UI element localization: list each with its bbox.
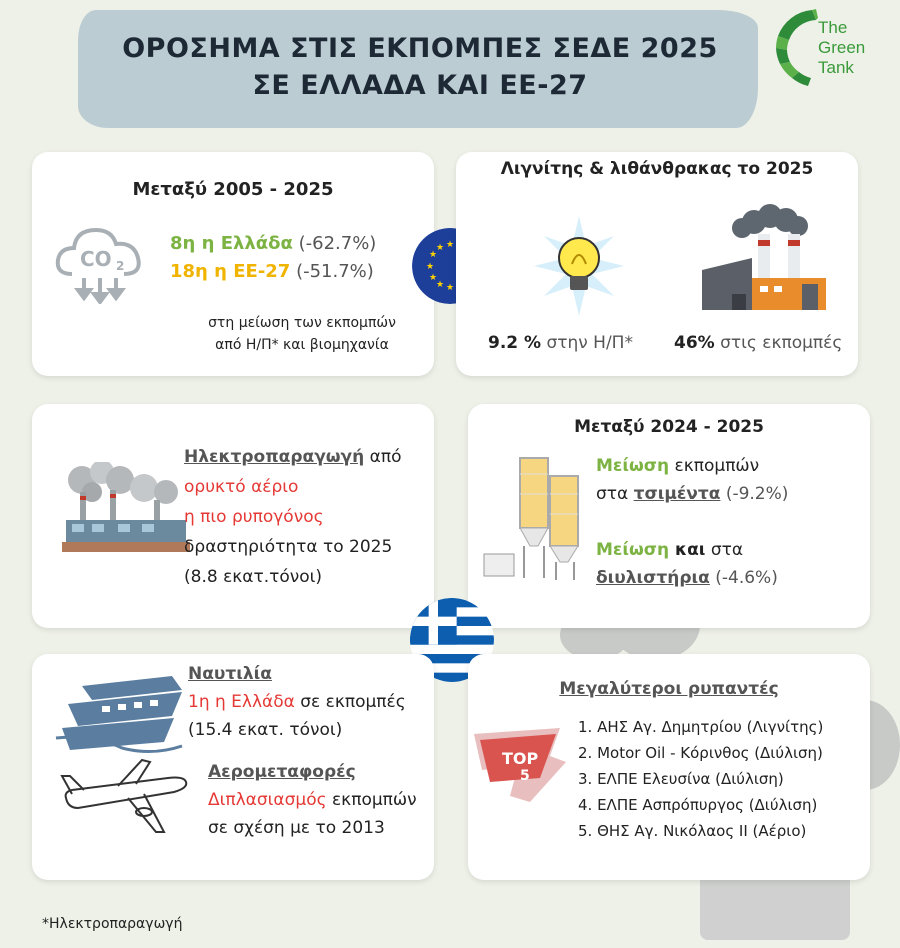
power-line-1-rest: από [364,447,402,467]
industrial-plant-icon [62,462,190,552]
eu-value: (-51.7%) [290,261,374,282]
power-line-4: δραστηριότητα το 2025 [184,537,393,557]
aviation-line-3: σε σχέση με το 2013 [208,818,385,838]
power-generation-link[interactable]: Ηλεκτροπαραγωγή [184,447,365,467]
card-coal-2025 [456,152,858,376]
svg-text:★: ★ [435,280,445,290]
refinery-line-1 [596,536,778,564]
coal-power-share [488,330,633,356]
badge-top-text: TOP [502,749,539,768]
svg-text:CO: CO [80,247,112,271]
svg-text:★: ★ [428,273,438,283]
shipping-rank: 1η η Ελλάδα [188,692,295,712]
card-2024-2025 [468,404,870,628]
refinery-line-2 [596,564,778,592]
card-2005-2025 [32,152,434,376]
power-line-1 [184,442,402,472]
chimney-silhouette [700,870,850,940]
eu-label: η ΕΕ-27 [207,261,291,282]
svg-text:★: ★ [425,262,435,272]
refinery-and: και [669,540,706,560]
svg-text:★: ★ [428,250,438,260]
footnote: *Ηλεκτροπαραγωγή [42,916,183,932]
list-item: 1. ΑΗΣ Αγ. Δημητρίου (Λιγνίτης) [578,718,824,736]
svg-text:★: ★ [435,243,445,253]
description-line-2: από Η/Π* και βιομηχανία [215,337,389,353]
list-item: 2. Motor Oil - Κόρινθος (Διύλιση) [578,744,823,762]
logo-line-2: Green [818,38,866,57]
cement-reduction-word: Μείωση [596,456,670,476]
eu-rank-line [170,258,374,286]
card-top5-polluters [468,654,870,880]
co2-cloud-icon [52,214,148,304]
refinery-link[interactable]: διυλιστήρια [596,568,710,588]
title-line-1: ΟΡΟΣΗΜΑ ΣΤΙΣ ΕΚΠΟΜΠΕΣ ΣΕΔΕ 2025 [122,33,718,64]
list-item: 4. ΕΛΠΕ Ασπρόπυργος (Διύλιση) [578,796,818,814]
power-line-5: (8.8 εκατ.τόνοι) [184,567,323,587]
title-line-2: ΣΕ ΕΛΛΑΔΑ ΚΑΙ ΕΕ-27 [252,70,588,101]
coal-emissions-label: στις εκπομπές [714,333,843,353]
shipping-text [188,660,406,744]
refinery-reduction-word: Μείωση [596,540,670,560]
aviation-line-2-rest: εκπομπών [326,790,417,810]
cement-line-1 [596,452,788,480]
shipping-line-2-rest: σε εκπομπές [294,692,406,712]
shipping-line-2 [188,688,406,716]
cement-link[interactable]: τσιμέντα [633,484,721,504]
shipping-value: (15.4 εκατ. τόνοι) [188,720,343,740]
coal-power-value: 9.2 % [488,333,542,353]
card-power-generation [32,404,434,628]
factory-icon [702,204,826,310]
svg-text:2: 2 [116,259,125,273]
power-generation-text [184,442,402,592]
cement-silo-icon [480,454,592,582]
power-line-2: ορυκτό αέριο [184,477,299,497]
list-item: 3. ΕΛΠΕ Ελευσίνα (Διύλιση) [578,770,784,788]
cement-line-2 [596,480,788,508]
cement-line-2-pre: στα [596,484,634,504]
coal-emissions-share [674,330,842,356]
svg-text:★: ★ [445,240,455,250]
cement-reduction [596,452,788,508]
card-title: Λιγνίτης & λιθάνθρακας το 2025 [500,159,814,179]
greece-label: η Ελλάδα [195,233,293,254]
card-title[interactable]: Μεγαλύτεροι ρυπαντές [559,679,779,699]
aviation-doubling: Διπλασιασμός [208,790,327,810]
ship-icon [52,676,192,756]
logo-line-3: Tank [818,58,854,77]
refinery-line-1-rest: στα [705,540,744,560]
refinery-reduction [596,536,778,592]
aviation-line-2 [208,786,417,814]
top5-badge-icon [470,726,570,806]
card-2005-description [132,312,472,356]
greece-value: (-62.7%) [292,233,377,254]
shipping-title-link[interactable]: Ναυτιλία [188,664,272,684]
airplane-icon [58,758,190,844]
refinery-value: (-4.6%) [709,568,778,588]
lightbulb-icon [534,216,624,316]
card-transport [32,654,434,880]
card-title: Μεταξύ 2024 - 2025 [574,417,764,437]
aviation-text [208,758,417,842]
aviation-title-link[interactable]: Αερομεταφορές [208,762,356,782]
eu-rank: 18η [170,261,208,282]
page-title [100,30,740,104]
power-line-3: η πιο ρυπογόνος [184,507,324,527]
greece-rank: 8η [170,233,196,254]
description-line-1: στη μείωση των εκπομπών [208,315,396,331]
card-title: Μεταξύ 2005 - 2025 [132,179,334,200]
coal-emissions-value: 46% [674,333,715,353]
greece-rank-line [170,230,376,258]
cement-line-1-rest: εκπομπών [669,456,760,476]
coal-power-label: στην Η/Π* [541,333,633,353]
logo-text [818,18,865,78]
list-item: 5. ΘΗΣ Αγ. Νικόλαος ΙΙ (Αέριο) [578,822,807,840]
badge-number-text: 5 [520,768,530,784]
top5-list [578,714,823,844]
logo-line-1: The [818,18,848,37]
cement-value: (-9.2%) [720,484,789,504]
svg-text:★: ★ [445,283,455,293]
